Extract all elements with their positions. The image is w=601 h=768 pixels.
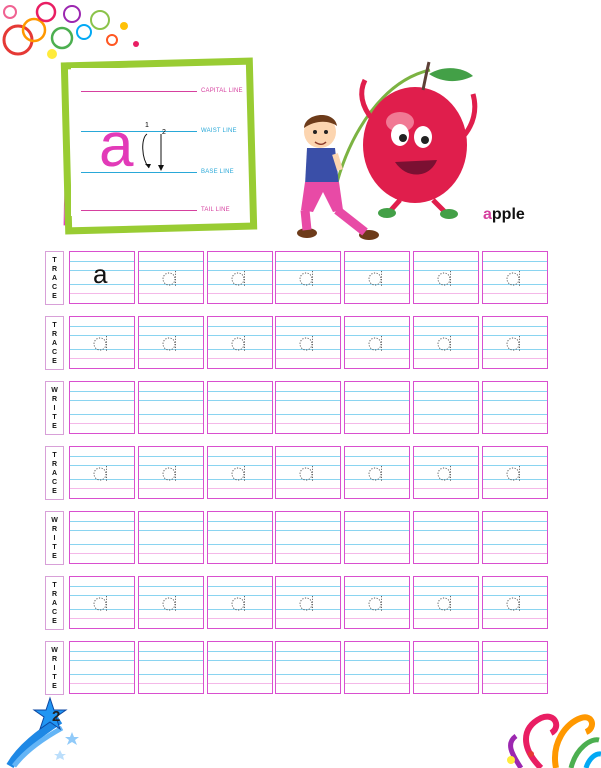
trace-box[interactable] (482, 316, 548, 369)
row-label-letter: E (52, 422, 57, 430)
trace-box[interactable] (482, 576, 548, 629)
waist-line-label: WAIST LINE (201, 128, 237, 134)
write-box[interactable] (138, 511, 204, 564)
write-box[interactable] (413, 641, 479, 694)
trace-box[interactable] (413, 576, 479, 629)
trace-box[interactable] (207, 576, 273, 629)
page-number: 2 (52, 708, 61, 725)
trace-box[interactable] (413, 251, 479, 304)
trace-box[interactable] (344, 446, 410, 499)
trace-box[interactable] (413, 316, 479, 369)
shooting-star-icon (0, 688, 90, 768)
write-box[interactable] (275, 381, 341, 434)
trace-row (45, 316, 550, 370)
write-box[interactable] (344, 381, 410, 434)
row-label-letter: R (51, 395, 58, 403)
trace-box[interactable] (275, 446, 341, 499)
solid-letter: a (93, 259, 108, 289)
row-label-letter: C (51, 283, 58, 291)
write-row (45, 511, 550, 565)
tail-line (81, 210, 197, 211)
row-label-letter: T (52, 581, 57, 589)
row-label-letter: R (51, 655, 58, 663)
row-label-letter: C (51, 478, 58, 486)
row-label-letter: I (53, 534, 56, 542)
row-label-letter: C (51, 608, 58, 616)
boy-and-apple-illustration-icon (295, 50, 490, 245)
write-box[interactable] (207, 641, 273, 694)
row-label-letter: T (52, 673, 57, 681)
row-label-letter: A (51, 274, 58, 282)
trace-box[interactable] (138, 576, 204, 629)
row-label-letter: W (51, 386, 58, 394)
row-label-letter: A (51, 339, 58, 347)
row-label-letter: W (51, 516, 58, 524)
letter-guide-card (55, 60, 250, 230)
capital-line (81, 91, 197, 92)
stroke-arrows-icon (139, 128, 169, 178)
write-box[interactable] (69, 511, 135, 564)
trace-box[interactable] (344, 251, 410, 304)
write-box[interactable] (207, 511, 273, 564)
write-box[interactable] (413, 511, 479, 564)
write-box[interactable] (413, 381, 479, 434)
row-label (45, 511, 64, 565)
row-label-letter: E (52, 552, 57, 560)
row-label (45, 576, 64, 630)
write-box[interactable] (482, 381, 548, 434)
stroke-number-1: 1 (145, 122, 149, 129)
row-label (45, 381, 64, 435)
row-label-letter: A (51, 469, 58, 477)
trace-row (45, 251, 550, 305)
trace-box[interactable] (207, 316, 273, 369)
picture-word-rest: pple (491, 206, 525, 223)
trace-box[interactable] (275, 316, 341, 369)
write-box[interactable] (482, 511, 548, 564)
capital-line-label: CAPITAL LINE (201, 88, 243, 94)
write-row (45, 381, 550, 435)
row-label-letter: E (52, 617, 57, 625)
trace-box[interactable] (275, 576, 341, 629)
base-line-label: BASE LINE (201, 169, 234, 175)
row-label-letter: T (52, 256, 57, 264)
row-label-letter: E (52, 487, 57, 495)
row-label (45, 316, 64, 370)
row-label-letter: R (51, 265, 58, 273)
row-label-letter: R (51, 525, 58, 533)
write-box[interactable] (275, 511, 341, 564)
row-label-letter: W (51, 646, 58, 654)
row-label-letter: I (53, 404, 56, 412)
row-label-letter: T (52, 413, 57, 421)
write-box[interactable] (344, 511, 410, 564)
row-label (45, 251, 64, 305)
row-label-letter: R (51, 460, 58, 468)
swirl-decoration-icon (481, 688, 601, 768)
write-box[interactable] (138, 381, 204, 434)
row-label-letter: E (52, 357, 57, 365)
stroke-number-2: 2 (162, 129, 166, 136)
trace-box[interactable] (482, 446, 548, 499)
row-label-letter: C (51, 348, 58, 356)
trace-box[interactable] (138, 316, 204, 369)
picture-word (483, 206, 525, 224)
write-box[interactable] (275, 641, 341, 694)
row-label-letter: E (52, 292, 57, 300)
trace-row (45, 576, 550, 630)
trace-row (45, 446, 550, 500)
row-label-letter: A (51, 599, 58, 607)
trace-box[interactable] (69, 576, 135, 629)
trace-box[interactable] (275, 251, 341, 304)
row-label-letter: T (52, 543, 57, 551)
write-box[interactable] (207, 381, 273, 434)
trace-box[interactable] (207, 446, 273, 499)
trace-box[interactable] (69, 251, 135, 304)
write-box[interactable] (138, 641, 204, 694)
write-box[interactable] (482, 641, 548, 694)
trace-box[interactable] (138, 251, 204, 304)
row-label-letter: T (52, 321, 57, 329)
row-label (45, 641, 64, 695)
row-label-letter: R (51, 330, 58, 338)
trace-box[interactable] (69, 446, 135, 499)
trace-box[interactable] (69, 316, 135, 369)
trace-box[interactable] (482, 251, 548, 304)
trace-box[interactable] (413, 446, 479, 499)
row-label-letter: T (52, 451, 57, 459)
picture-word-first-letter: a (483, 206, 492, 223)
tail-line-label: TAIL LINE (201, 207, 230, 213)
row-label-letter: E (52, 682, 57, 690)
write-box[interactable] (344, 641, 410, 694)
write-row (45, 641, 550, 695)
trace-box[interactable] (207, 251, 273, 304)
row-label-letter: R (51, 590, 58, 598)
write-box[interactable] (69, 381, 135, 434)
trace-box[interactable] (344, 576, 410, 629)
trace-box[interactable] (344, 316, 410, 369)
row-label-letter: I (53, 664, 56, 672)
write-box[interactable] (69, 641, 135, 694)
row-label (45, 446, 64, 500)
trace-box[interactable] (138, 446, 204, 499)
guide-letter: a (99, 111, 134, 180)
